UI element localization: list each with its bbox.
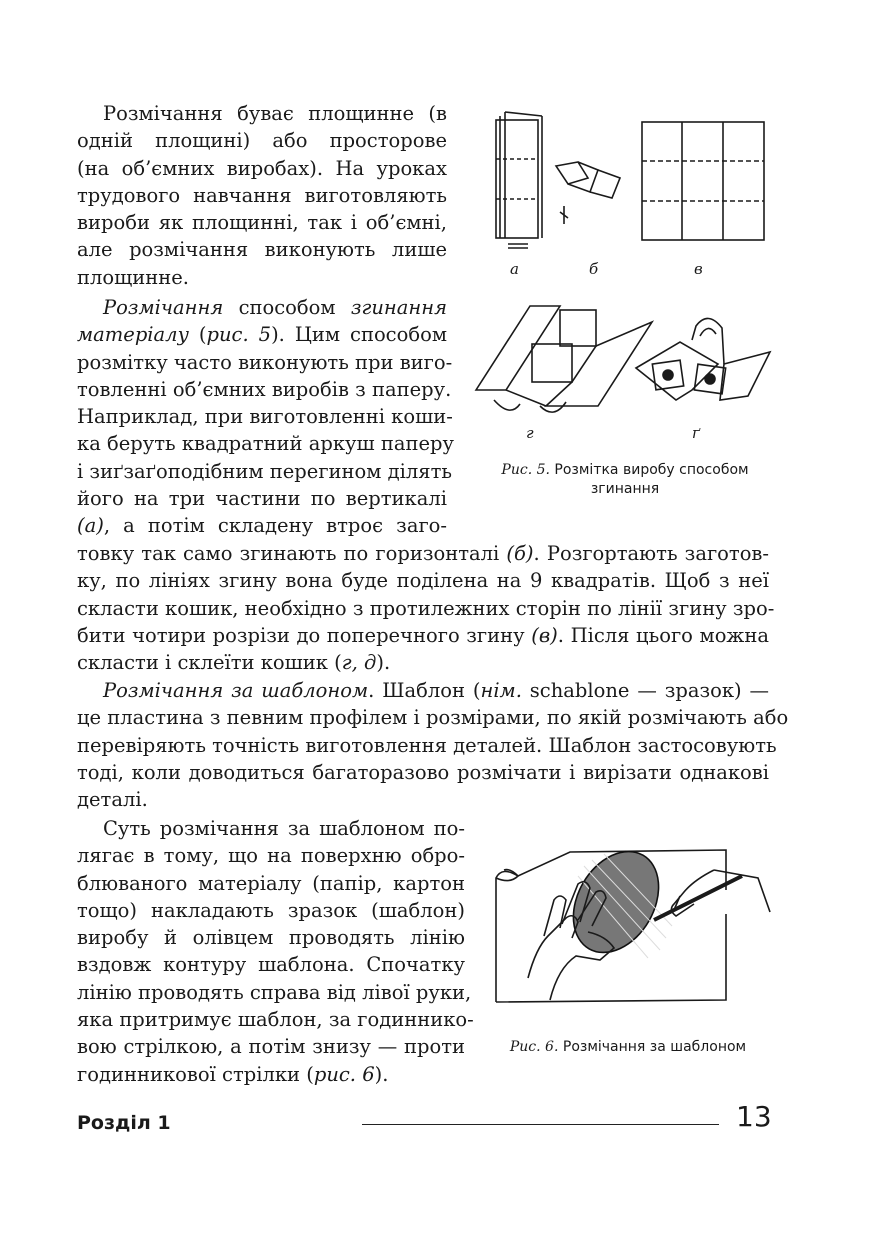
fold-step-d-drawing [476,306,652,412]
text-line: матеріалу (рис. 5). Цим способом [77,323,447,347]
text-line: товленні об’ємних виробів з паперу. [77,377,452,401]
text-line: скласти кошик, необхідно з протилежних сторін по лінії згину зро- [77,596,775,620]
text-line: і зиґзаґоподібним перегином ділять [77,459,452,483]
caption-line: Рис. 5. Розмітка виробу способом [501,462,749,478]
fig5-label-e: ґ [692,424,700,442]
text-line: трудового навчання виготовляють [77,183,447,207]
section-label: Розділ 1 [77,1112,171,1134]
figure-6-caption [488,1038,768,1057]
text-line: блюваного матеріалу (папір, картон [77,871,465,895]
text-line: перевіряють точність виготовлення деталей. Шаблон застосовують [77,733,777,757]
text-line: ка беруть квадратний аркуш паперу [77,432,454,456]
paragraph-fold-marking [77,294,454,540]
text-line: деталі. [77,788,148,812]
text-line: вироби як площинні, так і об’ємні, [77,211,447,235]
paragraph-planar-marking [77,100,447,291]
text-line: одній площині) або просторове [77,129,447,153]
paragraph-template-marking [77,677,789,813]
text-line: Розмічання за шаблоном. Шаблон (нім. schablone — зразок) — [103,679,769,702]
page-number: 13 [736,1100,772,1133]
text-line: вздовж контуру шаблона. Спочатку [77,953,465,977]
text-line: розмітку часто виконують при виго- [77,350,453,374]
figure-6-template-marking [488,840,773,1015]
text-line: Наприклад, при виготовленні коши- [77,405,453,429]
template-tracing-illustration [488,840,773,1015]
text-line: вою стрілкою, а потім знизу — проти [77,1035,465,1059]
fold-step-b-drawing [556,162,620,224]
text-line: площинне. [77,265,189,289]
fig5-label-b: б [589,260,599,278]
text-line: Розмічання способом згинання [103,296,447,319]
text-line: це пластина з певним профілем і розмірами, по якій розмічають або [77,706,789,730]
paragraph-fold-continuation [77,540,775,676]
text-line: (а), а потім складену втроє заго- [77,514,447,538]
text-line: товку так само згинають по горизонталі (б). Розгортають заготов- [77,542,769,565]
figure-5-fold-marking [470,100,790,445]
fold-step-e-basket-drawing [636,318,770,400]
text-line: (на об’ємних виробах). На уроках [77,156,447,180]
fig5-label-d: г [526,424,534,442]
text-line: годинникової стрілки (рис. 6). [77,1062,389,1086]
text-line: яка притримує шаблон, за годиннико- [77,1008,474,1032]
caption-line: Рис. 6. Розмічання за шаблоном [509,1039,747,1055]
text-line: бити чотири розрізи до поперечного згину (в). Після цього можна [77,623,769,647]
caption-line: згинання [590,481,660,497]
text-line: його на три частини по вертикалі [77,487,447,511]
text-line: ку, по лініях згину вона буде поділена на 9 квадратів. Щоб з неї [77,569,769,593]
text-line: тоді, коли доводиться багаторазово розмічати і вирізати однакові [77,760,769,784]
fold-step-c-drawing [642,122,764,240]
fig5-label-c: в [694,260,703,278]
text-line: виробу й олівцем проводять лінію [77,926,465,950]
text-line: але розмічання виконують лише [77,238,447,262]
figure-5-caption [470,461,780,499]
fold-step-a-drawing [496,112,542,248]
fig5-label-a: а [510,260,519,278]
paragraph-template-essence [77,815,474,1088]
footer-divider [362,1124,719,1125]
text-line: тощо) накладають зразок (шаблон) [77,898,465,922]
text-line: скласти і склеїти кошик (г, д). [77,651,391,675]
text-line: лягає в тому, що на поверхню обро- [77,844,465,868]
text-line: Розмічання буває площинне (в [103,102,447,125]
text-line: лінію проводять справа від лівої руки, [77,980,472,1004]
text-line: Суть розмічання за шаблоном по- [103,817,465,840]
